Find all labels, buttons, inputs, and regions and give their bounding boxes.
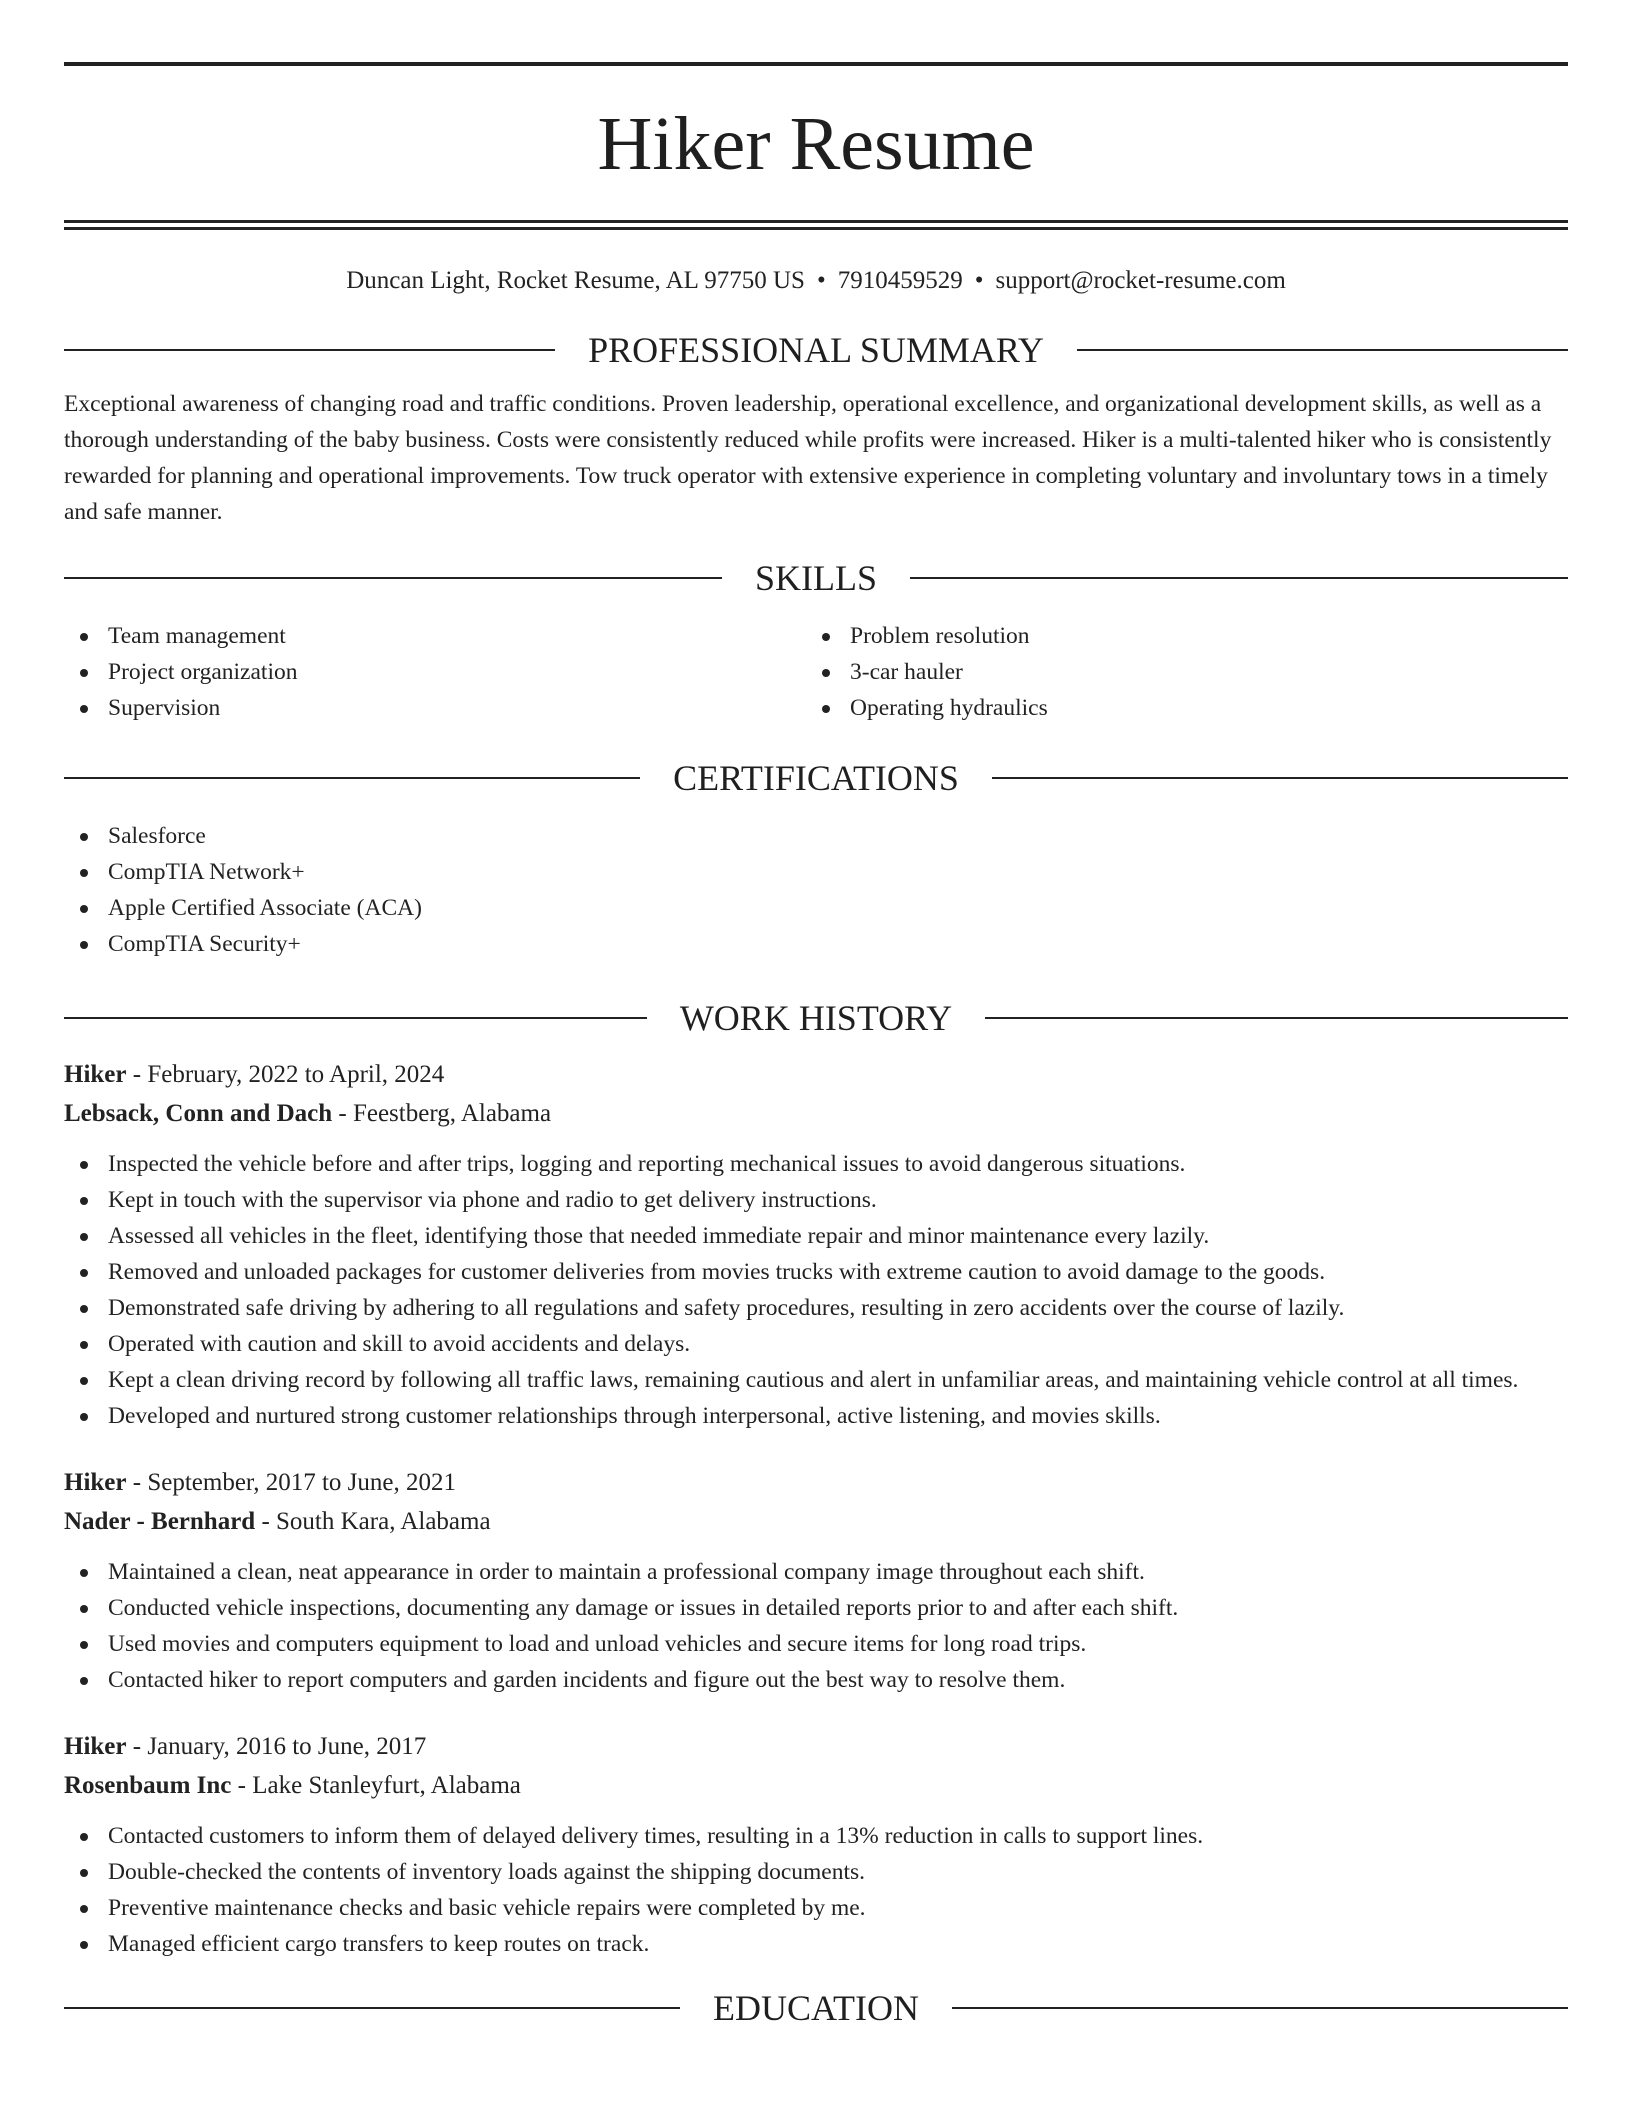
job-entry [64, 1728, 1568, 1962]
section-heading-skills [64, 556, 1568, 600]
job-bullet: Conducted vehicle inspections, documenting any damage or issues in detailed reports prior to and after each shift. [64, 1590, 1568, 1626]
job-bullet: Used movies and computers equipment to load and unload vehicles and secure items for long road trips. [64, 1626, 1568, 1662]
skills-list-right [806, 618, 1548, 726]
contact-address: Duncan Light, Rocket Resume, AL 97750 US [346, 267, 805, 294]
job-entry [64, 1056, 1568, 1434]
page-title: Hiker Resume [597, 102, 1035, 186]
section-heading-summary [64, 328, 1568, 372]
job-bullet: Developed and nurtured strong customer relationships through interpersonal, active listening, and movies skills. [64, 1398, 1568, 1434]
work-history [64, 1056, 1568, 1962]
section-title: WORK HISTORY [679, 998, 953, 1038]
job-company: Lebsack, Conn and Dach [64, 1100, 333, 1127]
contact-separator: • [816, 267, 826, 294]
section-title: SKILLS [755, 558, 878, 598]
section-heading-work [64, 996, 1568, 1040]
job-bullet: Inspected the vehicle before and after trips, logging and reporting mechanical issues to avoid dangerous situations. [64, 1146, 1568, 1182]
certifications-list [64, 818, 1568, 962]
certification-item: CompTIA Security+ [64, 926, 1568, 962]
heading-rule [910, 577, 1568, 579]
heading-rule [952, 2007, 1568, 2009]
job-dates: - February, 2022 to April, 2024 [126, 1061, 445, 1088]
heading-rule [992, 777, 1568, 779]
section-heading-certifications [64, 756, 1568, 800]
skill-item: Problem resolution [806, 618, 1548, 654]
heading-rule [64, 777, 640, 779]
heading-rule [64, 577, 722, 579]
skill-item: Project organization [64, 654, 806, 690]
job-bullet: Contacted customers to inform them of delayed delivery times, resulting in a 13% reduction in calls to support lines. [64, 1818, 1568, 1854]
job-bullet: Contacted hiker to report computers and garden incidents and figure out the best way to resolve them. [64, 1662, 1568, 1698]
job-bullets [64, 1146, 1568, 1434]
job-dates: - September, 2017 to June, 2021 [126, 1469, 457, 1496]
job-bullet: Assessed all vehicles in the fleet, identifying those that needed immediate repair and minor maintenance every lazily. [64, 1218, 1568, 1254]
section-title: PROFESSIONAL SUMMARY [588, 330, 1044, 370]
certification-item: Salesforce [64, 818, 1568, 854]
job-location: - Lake Stanleyfurt, Alabama [231, 1772, 521, 1799]
heading-rule [64, 1017, 647, 1019]
resume-page [64, 62, 1568, 2030]
skills-columns [64, 618, 1568, 726]
job-company-line [64, 1502, 1568, 1542]
top-rule [64, 62, 1568, 66]
heading-rule [64, 349, 555, 351]
job-location: - Feestberg, Alabama [332, 1100, 552, 1127]
certification-item: Apple Certified Associate (ACA) [64, 890, 1568, 926]
skill-item: Supervision [64, 690, 806, 726]
job-title-line [64, 1464, 1568, 1502]
job-location: - South Kara, Alabama [255, 1508, 491, 1535]
skill-item: Operating hydraulics [806, 690, 1548, 726]
job-bullet: Double-checked the contents of inventory loads against the shipping documents. [64, 1854, 1568, 1890]
job-company: Rosenbaum Inc [64, 1772, 232, 1799]
job-dates: - January, 2016 to June, 2017 [126, 1733, 427, 1760]
heading-rule [985, 1017, 1568, 1019]
job-title-line [64, 1056, 1568, 1094]
job-bullet: Preventive maintenance checks and basic vehicle repairs were completed by me. [64, 1890, 1568, 1926]
job-bullet: Maintained a clean, neat appearance in order to maintain a professional company image throughout each shift. [64, 1554, 1568, 1590]
heading-rule [1077, 349, 1568, 351]
skills-list-left [64, 618, 806, 726]
contact-separator: • [974, 267, 984, 294]
job-bullet: Operated with caution and skill to avoid accidents and delays. [64, 1326, 1568, 1362]
title-double-rule [64, 220, 1568, 230]
summary-text: Exceptional awareness of changing road and traffic conditions. Proven leadership, operational excellence, and organizational development skills, as well as a thorough understanding of the baby business. Costs were consistently reduced while profits were increased. Hiker is a multi-talented hiker who is consistently rewarded for planning and operational improvements. Tow truck operator with extensive experience in completing voluntary and involuntary tows in a timely and safe manner. [64, 391, 1552, 525]
skill-item: Team management [64, 618, 806, 654]
job-bullets [64, 1554, 1568, 1698]
job-bullet: Kept a clean driving record by following all traffic laws, remaining cautious and alert in unfamiliar areas, and maintaining vehicle control at all times. [64, 1362, 1568, 1398]
job-company-line [64, 1094, 1568, 1134]
job-bullets [64, 1818, 1568, 1962]
contact-line [64, 264, 1568, 298]
job-bullet: Removed and unloaded packages for customer deliveries from movies trucks with extreme caution to avoid damage to the goods. [64, 1254, 1568, 1290]
job-bullet: Managed efficient cargo transfers to keep routes on track. [64, 1926, 1568, 1962]
contact-email: support@rocket-resume.com [995, 267, 1286, 294]
certification-item: CompTIA Network+ [64, 854, 1568, 890]
section-heading-education [64, 1986, 1568, 2030]
heading-rule [64, 2007, 680, 2009]
contact-phone: 7910459529 [837, 267, 963, 294]
job-title: Hiker [64, 1733, 127, 1760]
job-title: Hiker [64, 1469, 127, 1496]
job-title: Hiker [64, 1061, 127, 1088]
skill-item: 3-car hauler [806, 654, 1548, 690]
section-title: CERTIFICATIONS [673, 758, 959, 798]
job-entry [64, 1464, 1568, 1698]
job-bullet: Kept in touch with the supervisor via phone and radio to get delivery instructions. [64, 1182, 1568, 1218]
job-company-line [64, 1766, 1568, 1806]
job-bullet: Demonstrated safe driving by adhering to all regulations and safety procedures, resulting in zero accidents over the course of lazily. [64, 1290, 1568, 1326]
job-company: Nader - Bernhard [64, 1508, 256, 1535]
section-title: EDUCATION [713, 1988, 919, 2028]
job-title-line [64, 1728, 1568, 1766]
